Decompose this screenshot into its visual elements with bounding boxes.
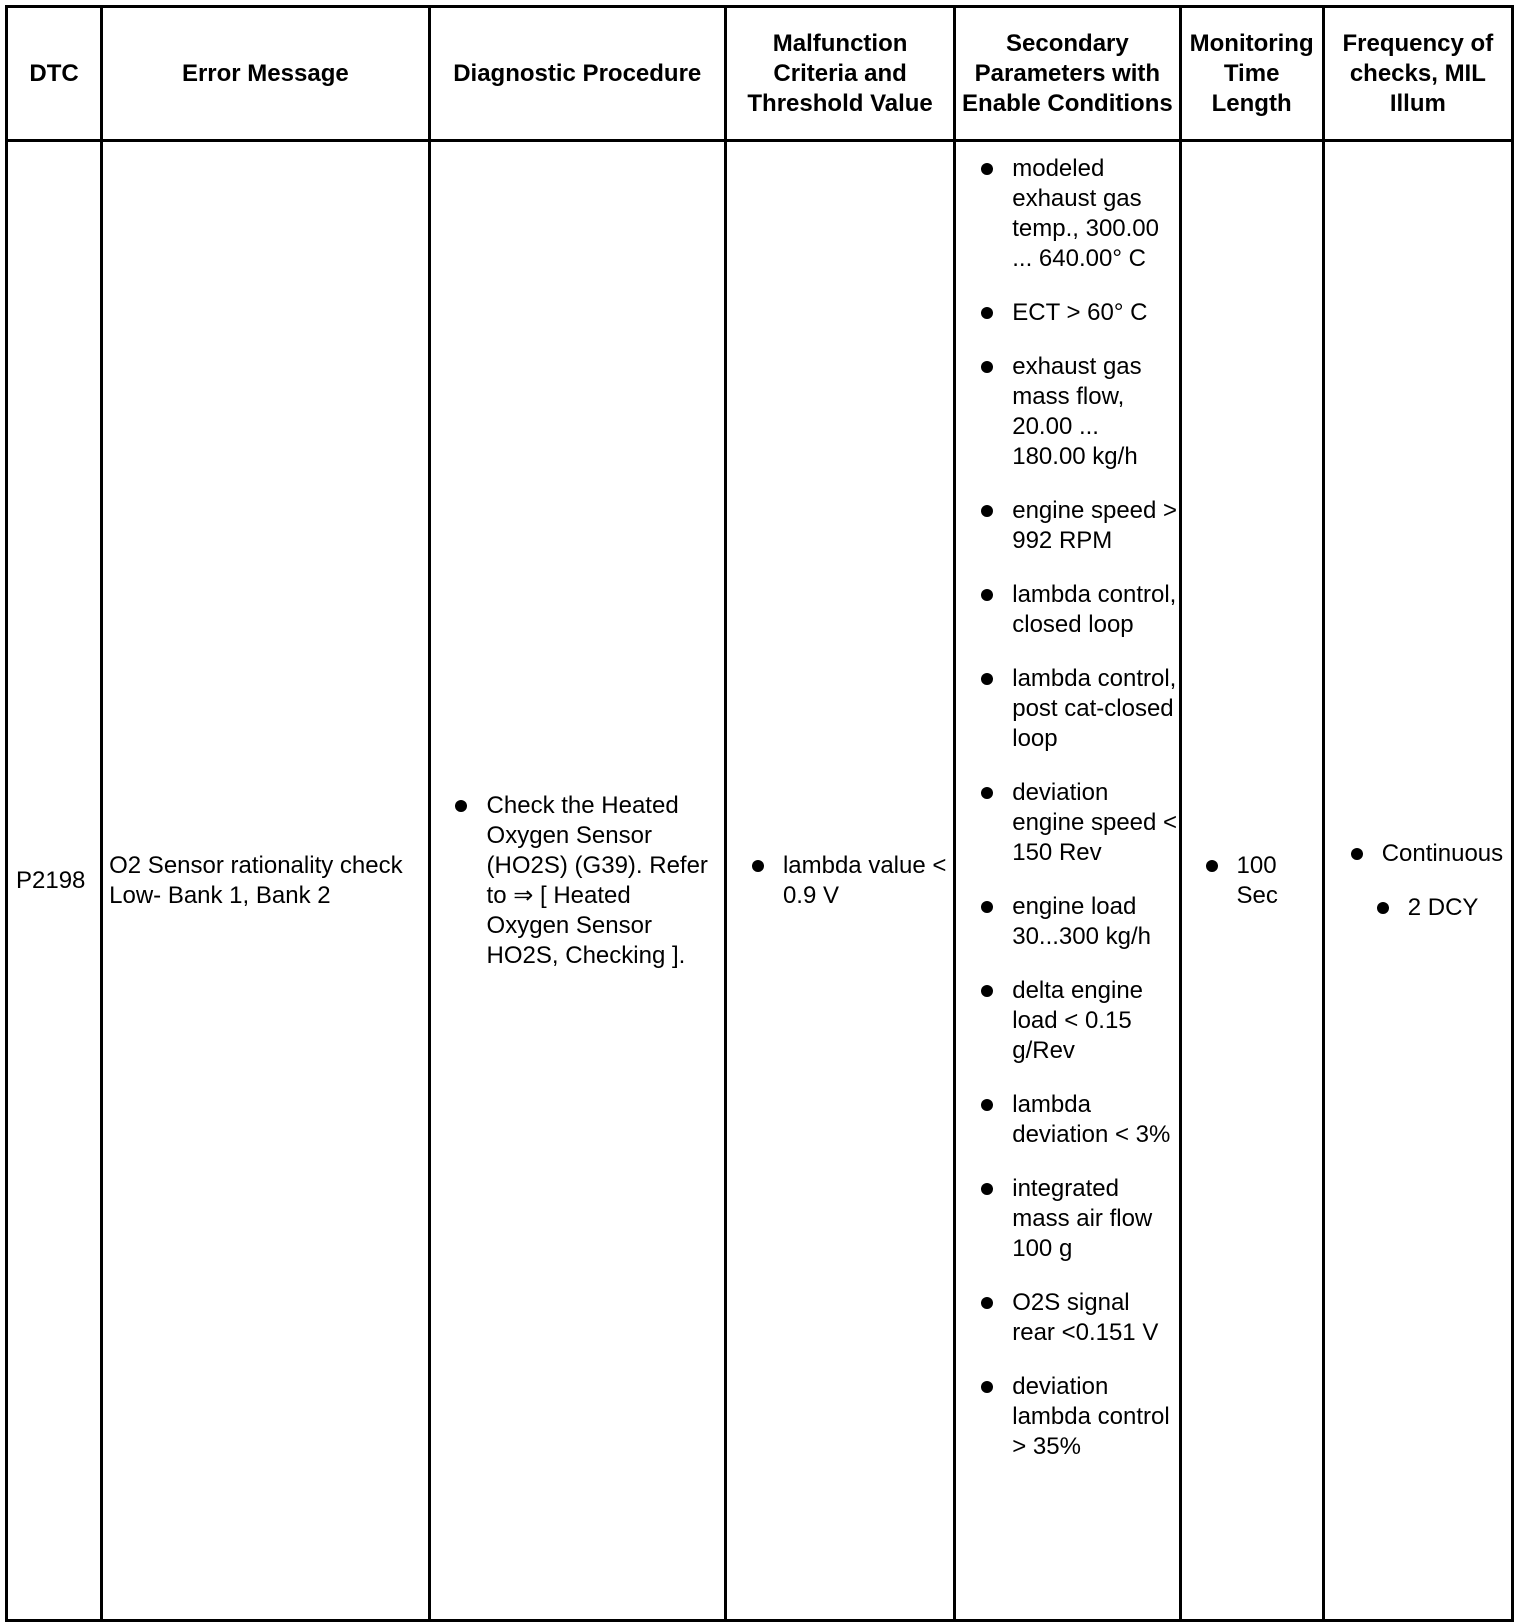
table-row (7, 141, 1513, 1621)
header-monitoring-time: Monitoring Time Length (1180, 7, 1323, 141)
list-item: engine load 30...300 kg/h (956, 892, 1178, 952)
dtc-table (5, 5, 1514, 1622)
secondary-parameters-list (956, 154, 1178, 1462)
list-item: integrated mass air flow 100 g (956, 1174, 1178, 1264)
list-item: Continuous (1325, 839, 1511, 869)
list-item: exhaust gas mass flow, 20.00 ... 180.00 kg/h (956, 352, 1178, 472)
list-item: deviation lambda control > 35% (956, 1372, 1178, 1462)
malfunction-criteria-cell (725, 141, 954, 1621)
diagnostic-procedure-cell (429, 141, 725, 1621)
list-item: ECT > 60° C (956, 298, 1178, 328)
frequency-list (1325, 839, 1511, 923)
list-item: delta engine load < 0.15 g/Rev (956, 976, 1178, 1066)
header-error-message: Error Message (102, 7, 429, 141)
frequency-cell (1323, 141, 1512, 1621)
header-dtc: DTC (7, 7, 102, 141)
list-item: O2S signal rear <0.151 V (956, 1288, 1178, 1348)
list-item: 2 DCY (1325, 893, 1511, 923)
list-item: Check the Heated Oxygen Sensor (HO2S) (G39). Refer to ⇒ [ Heated Oxygen Sensor HO2S, Checking ]. (431, 791, 724, 971)
list-item: lambda control, post cat-closed loop (956, 664, 1178, 754)
list-item: deviation engine speed < 150 Rev (956, 778, 1178, 868)
monitoring-time-list (1182, 851, 1322, 911)
dtc-code-cell: P2198 (7, 141, 102, 1621)
list-item: modeled exhaust gas temp., 300.00 ... 640.00° C (956, 154, 1178, 274)
list-item: 100 Sec (1182, 851, 1322, 911)
secondary-parameters-cell (955, 141, 1180, 1621)
list-item: lambda deviation < 3% (956, 1090, 1178, 1150)
error-message-cell: O2 Sensor rationality check Low- Bank 1, Bank 2 (102, 141, 429, 1621)
header-diagnostic-procedure: Diagnostic Procedure (429, 7, 725, 141)
header-malfunction-criteria: Malfunction Criteria and Threshold Value (725, 7, 954, 141)
diagnostic-procedure-list (431, 791, 724, 971)
header-secondary-parameters: Secondary Parameters with Enable Conditions (955, 7, 1180, 141)
monitoring-time-cell (1180, 141, 1323, 1621)
list-item: engine speed > 992 RPM (956, 496, 1178, 556)
list-item: lambda control, closed loop (956, 580, 1178, 640)
header-frequency: Frequency of checks, MIL Illum (1323, 7, 1512, 141)
list-item: lambda value < 0.9 V (727, 851, 953, 911)
malfunction-criteria-list (727, 851, 953, 911)
header-row (7, 7, 1513, 141)
